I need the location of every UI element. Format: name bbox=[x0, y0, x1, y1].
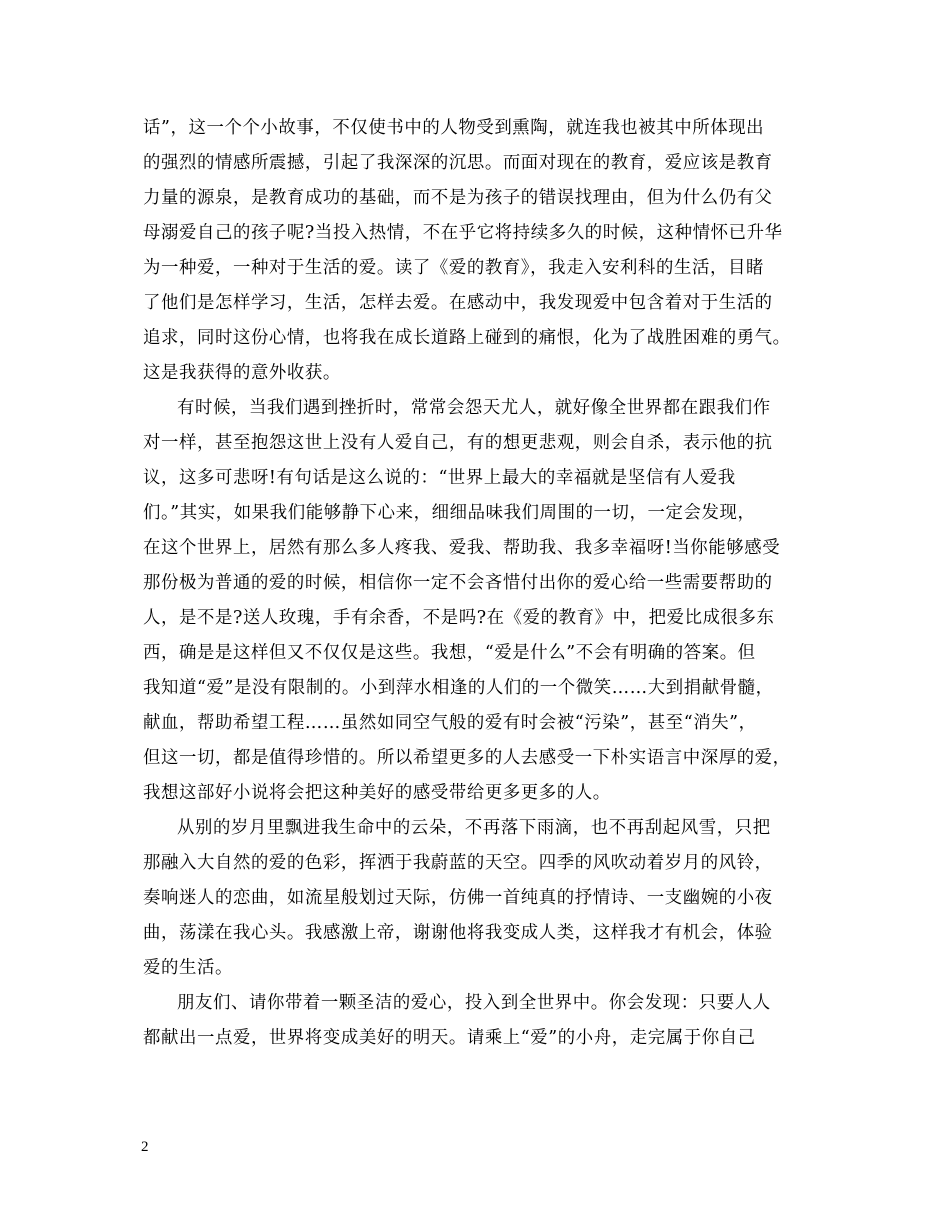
page-number: 2 bbox=[141, 1139, 149, 1155]
text-line: 奏响迷人的恋曲，如流星般划过天际，仿佛一首纯真的抒情诗、一支幽婉的小夜 bbox=[143, 888, 773, 908]
text-line: 那融入大自然的爱的色彩，挥洒于我蔚蓝的天空。四季的风吹动着岁月的风铃， bbox=[143, 853, 773, 873]
paragraph-first-line: 朋友们、请你带着一颗圣洁的爱心，投入到全世界中。你会发现：只要人人 bbox=[177, 993, 771, 1013]
text-line: 母溺爱自己的孩子呢?当投入热情，不在乎它将持续多久的时候，这种情怀已升华 bbox=[143, 223, 783, 243]
text-line: 那份极为普通的爱的时候，相信你一定不会吝惜付出你的爱心给一些需要帮助的 bbox=[143, 573, 773, 593]
text-line: 们。”其实，如果我们能够静下心来，细细品味我们周围的一切，一定会发现， bbox=[143, 503, 756, 523]
text-line: 的强烈的情感所震撼，引起了我深深的沉思。而面对现在的教育，爱应该是教育 bbox=[143, 153, 773, 173]
text-line: 我想这部好小说将会把这种美好的感受带给更多更多的人。 bbox=[143, 783, 611, 803]
text-line: 都献出一点爱，世界将变成美好的明天。请乘上“爱”的小舟，走完属于你自己 bbox=[143, 1028, 756, 1048]
text-line: 对一样，甚至抱怨这世上没有人爱自己，有的想更悲观，则会自杀，表示他的抗 bbox=[143, 433, 773, 453]
text-line: 献血，帮助希望工程……虽然如同空气般的爱有时会被“污染”，甚至“消失”， bbox=[143, 713, 757, 733]
text-line: 西，确是是这样但又不仅仅是这些。我想，“爱是什么”不会有明确的答案。但 bbox=[143, 643, 756, 663]
text-line: 但这一切，都是值得珍惜的。所以希望更多的人去感受一下朴实语言中深厚的爱， bbox=[143, 748, 791, 768]
paragraph-first-line: 有时候，当我们遇到挫折时，常常会怨天尤人，就好像全世界都在跟我们作 bbox=[177, 398, 771, 418]
text-line: 曲，荡漾在我心头。我感激上帝，谢谢他将我变成人类，这样我才有机会，体验 bbox=[143, 923, 773, 943]
text-line: 力量的源泉，是教育成功的基础，而不是为孩子的错误找理由，但为什么仍有父 bbox=[143, 188, 773, 208]
text-line: 了他们是怎样学习，生活，怎样去爱。在感动中，我发现爱中包含着对于生活的 bbox=[143, 293, 773, 313]
text-line: 为一种爱，一种对于生活的爱。读了《爱的教育》，我走入安利科的生活，目睹 bbox=[143, 258, 764, 278]
text-line: 话”，这一个个小故事，不仅使书中的人物受到熏陶，就连我也被其中所体现出 bbox=[143, 118, 765, 138]
text-line: 这是我获得的意外收获。 bbox=[143, 363, 341, 383]
text-line: 议，这多可悲呀!有句话是这么说的：“世界上最大的幸福就是坚信有人爱我 bbox=[143, 468, 736, 488]
text-line: 在这个世界上，居然有那么多人疼我、爱我、帮助我、我多幸福呀!当你能够感受 bbox=[143, 538, 781, 558]
text-line: 我知道“爱”是没有限制的。小到萍水相逢的人们的一个微笑……大到捐献骨髓， bbox=[143, 678, 774, 698]
text-line: 追求，同时这份心情，也将我在成长道路上碰到的痛恨，化为了战胜困难的勇气。 bbox=[143, 328, 791, 348]
paragraph-first-line: 从别的岁月里飘进我生命中的云朵，不再落下雨滴，也不再刮起风雪，只把 bbox=[177, 818, 771, 838]
text-line: 爱的生活。 bbox=[143, 958, 233, 978]
text-line: 人，是不是?送人玫瑰，手有余香，不是吗?在《爱的教育》中，把爱比成很多东 bbox=[143, 608, 775, 628]
